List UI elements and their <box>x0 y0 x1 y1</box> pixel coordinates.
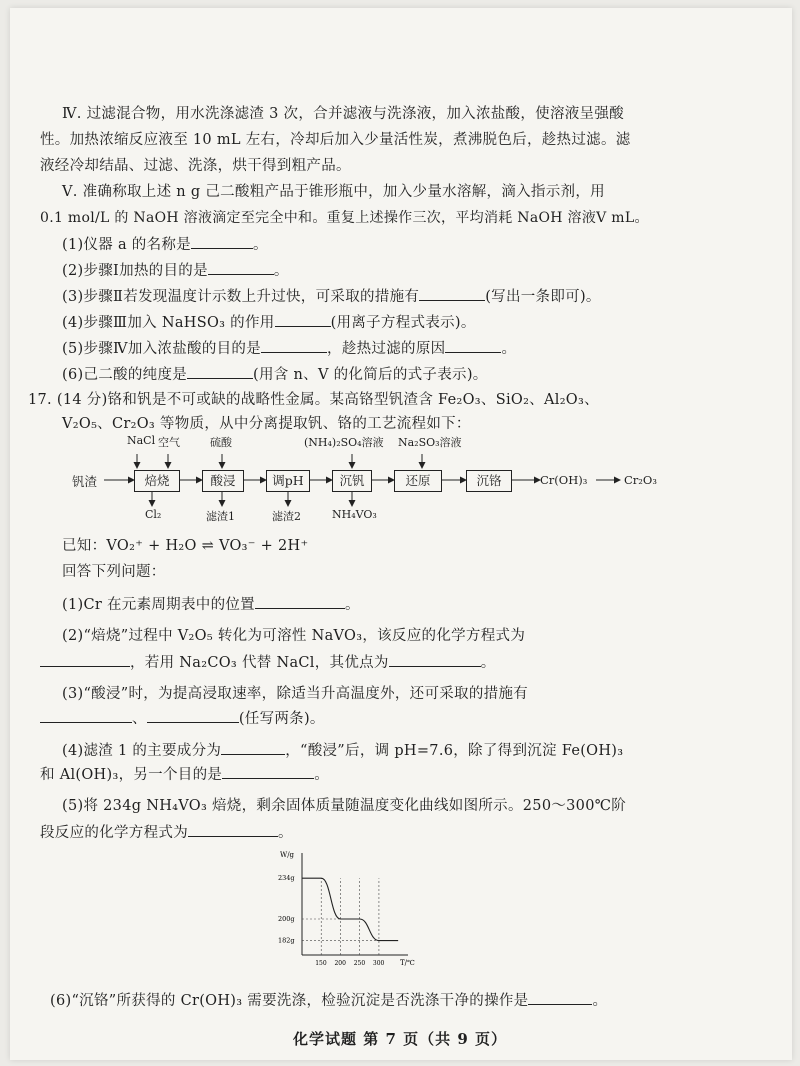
step4-line1: Ⅳ. 过滤混合物，用水洗涤滤渣 3 次，合并滤液与洗涤液，加入浓盐酸，使溶液呈强酸 <box>62 106 624 122</box>
flow-product-croh3: Cr(OH)₃ <box>540 473 588 487</box>
chart-canvas <box>272 845 415 975</box>
q17-part5-line1: (5)将 234g NH₄VO₃ 焙烧，剩余固体质量随温度变化曲线如图所示。250～300℃阶 <box>62 798 627 814</box>
y-tick-200: 200g <box>278 915 295 923</box>
flow-reagent-ammonium-sulfate: (NH₄)₂SO₄溶液 <box>304 436 384 449</box>
step5-line1: Ⅴ. 准确称取上述 n g 己二酸粗产品于锥形瓶中，加入少量水溶解，滴入指示剂，用 <box>62 184 605 200</box>
answer-blank[interactable] <box>261 338 327 353</box>
q17-intro-line2: V₂O₅、Cr₂O₃ 等物质，从中分离提取钒、铬的工艺流程如下： <box>62 416 471 432</box>
flow-reagent-sodium-sulfite: Na₂SO₃溶液 <box>398 436 462 449</box>
x-tick-300: 300 <box>372 960 385 967</box>
flow-box-roast: 焙烧 <box>134 470 180 492</box>
q17-part3-line1: (3)“酸浸”时，为提高浸取速率，除适当升高温度外，还可采取的措施有 <box>62 686 529 702</box>
q16-part6: (6)己二酸的纯度是 (用含 n、V 的化简后的式子表示)。 <box>62 364 488 385</box>
flow-reagent-nacl: NaCl <box>127 434 156 447</box>
q17-part4-line1: (4)滤渣 1 的主要成分为 ，“酸浸”后，调 pH=7.6，除了得到沉淀 Fe(OH)₃ <box>62 740 623 761</box>
flow-reagent-air: 空气 <box>158 436 180 449</box>
q16-part2: (2)步骤Ⅰ加热的目的是 。 <box>62 260 289 281</box>
answer-blank[interactable] <box>445 338 501 353</box>
y-axis-label: W/g <box>280 851 295 859</box>
mass-temperature-chart <box>272 845 415 975</box>
x-axis-label: T/℃ <box>400 959 415 967</box>
process-flow-diagram <box>72 430 682 530</box>
flow-box-acid-leach: 酸浸 <box>202 470 244 492</box>
flow-start: 钒渣 <box>72 474 98 489</box>
q17-part4-line2: 和 Al(OH)₃，另一个目的是 。 <box>40 764 329 785</box>
q17-part2-line1: (2)“焙烧”过程中 V₂O₅ 转化为可溶性 NaVO₃，该反应的化学方程式为 <box>62 628 526 644</box>
y-tick-182: 182g <box>278 936 295 945</box>
y-tick-234: 234g <box>278 874 295 883</box>
flow-product-cr2o3: Cr₂O₃ <box>624 473 657 487</box>
answer-blank[interactable] <box>275 312 331 327</box>
mass-curve <box>302 878 398 940</box>
answer-blank[interactable] <box>147 708 239 723</box>
x-tick-200: 200 <box>334 960 346 967</box>
q17-part5-line2: 段反应的化学方程式为 。 <box>40 822 293 843</box>
flow-box-adjust-ph: 调pH <box>266 470 310 492</box>
answer-blank[interactable] <box>221 740 285 755</box>
answer-blank[interactable] <box>40 652 130 667</box>
q17-part3-line2: 、 (任写两条)。 <box>40 708 325 729</box>
answer-blank[interactable] <box>528 990 592 1005</box>
known-equilibrium: 已知：VO₂⁺ + H₂O ⇌ VO₃⁻ + 2H⁺ <box>62 538 309 554</box>
q17-part1: (1)Cr 在元素周期表中的位置 。 <box>62 594 360 615</box>
x-tick-250: 250 <box>353 960 366 967</box>
q16-part3: (3)步骤Ⅱ若发现温度计示数上升过快，可采取的措施有 (写出一条即可)。 <box>62 286 601 307</box>
answer-blank[interactable] <box>208 260 274 275</box>
answer-blank[interactable] <box>419 286 485 301</box>
flow-out-nh4vo3: NH₄VO₃ <box>332 508 377 521</box>
flow-out-residue1: 滤渣1 <box>206 510 235 523</box>
q17-intro-line1: 17. (14 分)铬和钒是不可或缺的战略性金属。某高铬型钒渣含 Fe₂O₃、SiO₂、Al₂O₃、 <box>28 392 599 408</box>
answer-blank[interactable] <box>255 594 345 609</box>
q17-part6: (6)“沉铬”所获得的 Cr(OH)₃ 需要洗涤，检验沉淀是否洗涤干净的操作是 。 <box>50 990 607 1011</box>
step4-line2: 性。加热浓缩反应液至 10 mL 左右，冷却后加入少量活性炭，煮沸脱色后，趁热过滤。滤 <box>40 132 631 148</box>
q16-part5: (5)步骤Ⅳ加入浓盐酸的目的是 ，趁热过滤的原因 。 <box>62 338 516 359</box>
answer-prompt: 回答下列问题： <box>62 564 166 580</box>
page-footer: 化学试题 第 7 页（共 9 页） <box>293 1030 507 1048</box>
flow-reagent-sulfuric: 硫酸 <box>210 436 232 449</box>
x-tick-150: 150 <box>315 960 327 967</box>
flow-out-cl2: Cl₂ <box>145 508 162 521</box>
flow-box-precip-cr: 沉铬 <box>466 470 512 492</box>
q17-part2-line2: ，若用 Na₂CO₃ 代替 NaCl，其优点为 。 <box>40 652 496 673</box>
answer-blank[interactable] <box>188 822 278 837</box>
step4-line3: 液经冷却结晶、过滤、洗涤，烘干得到粗产品。 <box>40 158 351 174</box>
flow-box-reduce: 还原 <box>394 470 442 492</box>
answer-blank[interactable] <box>187 364 253 379</box>
flow-out-residue2: 滤渣2 <box>272 510 301 523</box>
answer-blank[interactable] <box>222 764 314 779</box>
answer-blank[interactable] <box>191 234 253 249</box>
q16-part1: (1)仪器 a 的名称是 。 <box>62 234 268 255</box>
answer-blank[interactable] <box>389 652 481 667</box>
q16-part4: (4)步骤Ⅲ加入 NaHSO₃ 的作用 (用离子方程式表示)。 <box>62 312 476 333</box>
flow-box-precip-v: 沉钒 <box>332 470 372 492</box>
step5-line2: 0.1 mol/L 的 NaOH 溶液滴定至完全中和。重复上述操作三次，平均消耗 NaOH 溶液V mL。 <box>40 210 649 226</box>
answer-blank[interactable] <box>40 708 132 723</box>
